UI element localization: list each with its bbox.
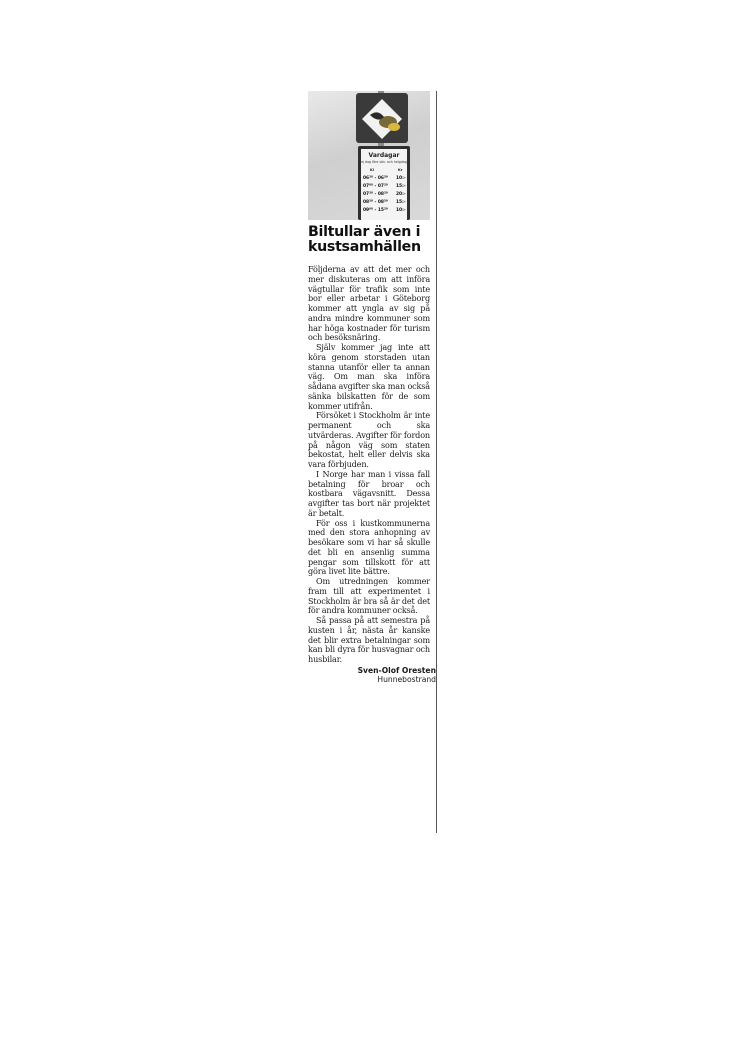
toll-sign-photo bbox=[308, 91, 430, 220]
toll-sign-illustration bbox=[308, 91, 430, 220]
article-paragraph: Så passa på att semestra på kusten i år, nästa år kanske det blir extra betalningar som kan bli dyra för husvagnar och husbilar. bbox=[308, 615, 430, 664]
column-divider bbox=[436, 91, 437, 833]
author-location: Hunnebostrand bbox=[377, 675, 436, 685]
article-paragraph: För oss i kustkommunerna med den stora anhopning av besökare som vi har så skulle det bli en ansenlig summa pengar som tillskott för att göra livet lite bättre. bbox=[308, 517, 430, 577]
article-paragraph: Försöket i Stockholm är inte permanent och ska utvärderas. Avgifter för fordon på någon väg som staten bekostat, helt eller delvis ska vara förbjuden. bbox=[308, 410, 430, 469]
signature bbox=[308, 666, 436, 685]
article-body bbox=[308, 265, 430, 665]
sign-row-price: 15:- bbox=[396, 184, 406, 189]
sign-row-price: 10:- bbox=[396, 176, 406, 181]
sign-row-time: 09⁰⁰ - 15²⁹ bbox=[363, 208, 388, 213]
letter-column bbox=[308, 91, 436, 685]
sign-col-left: Kl bbox=[370, 168, 375, 172]
sign-row-price: 20:- bbox=[396, 192, 406, 197]
sign-row-time: 07⁰⁰ - 07²⁹ bbox=[363, 184, 388, 189]
sign-row-price: 10:- bbox=[396, 208, 406, 213]
article-paragraph: Följderna av att det mer och mer diskuteras om att införa vägtullar för trafik som inte bor eller arbetar i Göteborg kommer att yngla av sig på andra mindre kommuner som har höga kostnader för turism och besöksnäring. bbox=[308, 264, 430, 343]
sign-row-time: 07³⁰ - 08²⁹ bbox=[363, 192, 388, 197]
sign-subtitle: (ej dag före sön- och helgdag) bbox=[359, 160, 409, 164]
author-name: Sven-Olof Oresten bbox=[357, 665, 436, 675]
article-paragraph: Själv kommer jag inte att köra genom storstaden utan stanna utanför eller ta annan väg. Om man ska införa sådana avgifter ska man också sänka bilskatten för de som kommer utifrån. bbox=[308, 342, 430, 411]
article-headline: Biltullar även i kustsamhällen bbox=[308, 224, 421, 255]
article-paragraph: I Norge har man i vissa fall betalning för broar och kostbara vägavsnitt. Dessa avgifter tas bort när projektet är betalt. bbox=[308, 468, 430, 518]
article-paragraph: Om utredningen kommer fram till att experimentet i Stockholm är bra så är det det för andra kommuner också. bbox=[308, 576, 430, 616]
sign-row-time: 08³⁰ - 08⁵⁹ bbox=[363, 200, 388, 205]
sign-col-right: Kr bbox=[398, 168, 403, 172]
sign-row-price: 15:- bbox=[396, 200, 406, 205]
sign-row-time: 06³⁰ - 06⁵⁹ bbox=[363, 176, 388, 181]
sign-title: Vardagar bbox=[368, 152, 400, 159]
